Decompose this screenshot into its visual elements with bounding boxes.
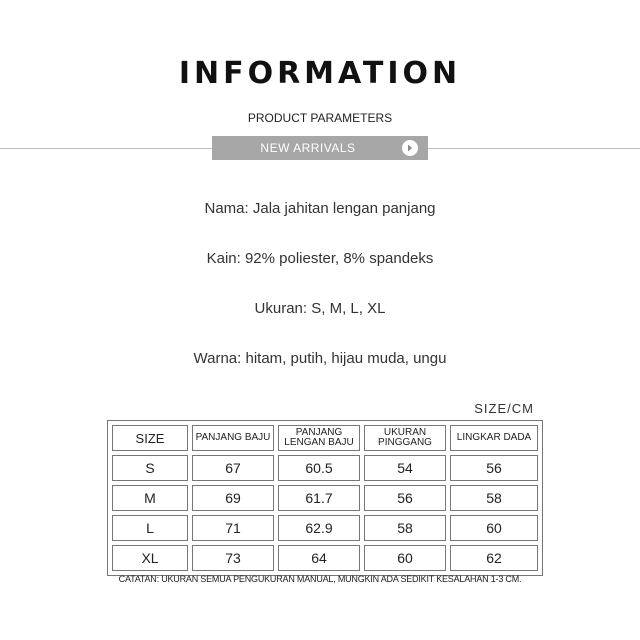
header-cell-panjang-lengan: PANJANG LENGAN BAJU — [278, 425, 360, 451]
table-cell: 56 — [450, 455, 538, 481]
info-name: Nama: Jala jahitan lengan panjang — [204, 200, 436, 217]
table-cell: 64 — [278, 545, 360, 571]
table-cell: 60 — [450, 515, 538, 541]
header-cell-ukuran-pinggang: UKURAN PINGGANG — [364, 425, 446, 451]
page-title: INFORMATION — [178, 56, 462, 91]
table-cell: 62 — [450, 545, 538, 571]
measurement-note: CATATAN: UKURAN SEMUA PENGUKURAN MANUAL, MUNGKIN ADA SEDIKIT KESALAHAN 1-3 CM. — [118, 574, 522, 584]
table-row — [112, 545, 538, 571]
table-cell: 61.7 — [278, 485, 360, 511]
table-cell: 73 — [192, 545, 274, 571]
info-color: Warna: hitam, putih, hijau muda, ungu — [193, 350, 447, 367]
new-arrivals-banner[interactable] — [212, 136, 428, 160]
table-cell: 60 — [364, 545, 446, 571]
divider-right — [428, 148, 640, 149]
table-cell: 69 — [192, 485, 274, 511]
table-cell: S — [112, 455, 188, 481]
size-table — [107, 420, 543, 576]
table-row — [112, 455, 538, 481]
table-row — [112, 515, 538, 541]
table-cell: XL — [112, 545, 188, 571]
header-cell-size: SIZE — [112, 425, 188, 451]
table-cell: 54 — [364, 455, 446, 481]
size-unit-label: SIZE/CM — [474, 401, 534, 416]
arrow-right-icon — [402, 140, 418, 156]
info-fabric: Kain: 92% poliester, 8% spandeks — [206, 250, 434, 267]
info-size: Ukuran: S, M, L, XL — [254, 300, 386, 317]
header-cell-lingkar-dada: LINGKAR DADA — [450, 425, 538, 451]
table-cell: 67 — [192, 455, 274, 481]
divider-left — [0, 148, 212, 149]
table-row — [112, 485, 538, 511]
table-cell: 62.9 — [278, 515, 360, 541]
table-cell: 58 — [450, 485, 538, 511]
table-cell: 56 — [364, 485, 446, 511]
table-cell: M — [112, 485, 188, 511]
table-cell: L — [112, 515, 188, 541]
header-cell-panjang-baju: PANJANG BAJU — [192, 425, 274, 451]
table-header-row — [112, 425, 538, 451]
banner-label: NEW ARRIVALS — [260, 141, 356, 155]
page-subtitle: PRODUCT PARAMETERS — [247, 111, 393, 125]
table-cell: 58 — [364, 515, 446, 541]
table-cell: 71 — [192, 515, 274, 541]
table-cell: 60.5 — [278, 455, 360, 481]
